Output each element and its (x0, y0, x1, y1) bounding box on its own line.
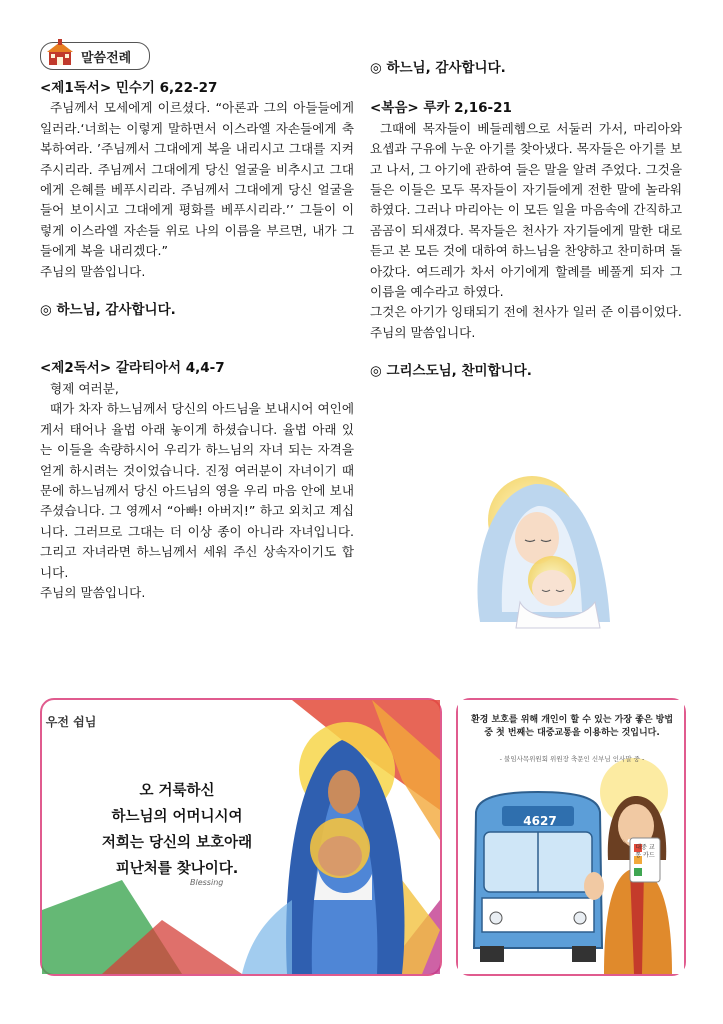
prayer-line: 저희는 당신의 보호아래 (101, 835, 253, 851)
prayer-text (82, 778, 272, 882)
transit-card-label: 대중 교통 카드 (635, 844, 655, 859)
artist-signature: Blessing (190, 878, 224, 887)
gospel-body: 그때에 목자들이 베들레헴으로 서둘러 가서, 마리아와 요셉과 구유에 누운 아기를 찾아냈다. 목자들은 아기를 보고 나서, 그 아기에 관하여 들은 말을 알려 주었다. 그것을 들은 이들은 모두 목자들이 자기들에게 전한 말에 놀라워하였다. 그러나 마리아는 이 모든 일을 마음속에 간직하고 곰곰이 되새겼다. 목자들은 천사가 자기들에게 말한 대로 듣고 본 모든 것에 대하여 하느님을 찬양하고 찬미하며 돌아갔다. 여드레가 차서 아기에게 할례를 베풀게 되자 그 이름을 예수라고 하였다. (370, 120, 682, 300)
madonna-and-child-illustration (420, 452, 660, 640)
reading1-closing: 주님의 말씀입니다. (40, 263, 146, 279)
reading2-body: 때가 차자 하느님께서 당신의 아드님을 보내시어 여인에게서 태어나 율법 아래 놓이게 하셨습니다. 율법 아래 있는 이들을 속량하시어 우리가 하느님의 자녀 되는 자격을 얻게 하시려는 것이었습니다. 진정 여러분이 자녀이기 때문에 하느님께서 당신 아드님의 영을 우리 마음 안에 보내 주셨습니다. 그 영께서 “아빠! 아버지!” 하고 외치고 계십니다. 그러므로 그대는 더 이상 종이 아니라 자녀입니다. 그리고 자녀라면 하느님께서 세워 주신 상속자이기도 합니다. (40, 401, 354, 580)
gospel-title: <복음> 루카 2,16-21 (370, 100, 512, 117)
ujeon-logo (45, 708, 97, 752)
gospel-response: ◎ 그리스도님, 찬미합니다. (370, 363, 532, 380)
prayer-line: 하느님의 어머니시여 (111, 809, 243, 825)
public-transport-panel (456, 698, 686, 976)
reading2-closing: 주님의 말씀입니다. (40, 584, 146, 600)
jesus-with-bus-cartoon (458, 700, 684, 974)
prayer-line: 피난처를 찾나이다. (115, 861, 239, 877)
church-icon (45, 39, 75, 67)
prayer-line: 오 거룩하신 (139, 783, 215, 799)
right-column (370, 58, 682, 382)
gospel-closing: 주님의 말씀입니다. (370, 324, 476, 340)
prayer-panel (40, 698, 442, 976)
reading2-response: ◎ 하느님, 감사합니다. (370, 60, 506, 76)
bus-number: 4627 (523, 814, 557, 828)
reading2-greeting: 형제 여러분, (50, 380, 119, 396)
reading1-title: <제1독서> 민수기 6,22-27 (40, 80, 218, 96)
slogan-subcaption: - 불임사목위원회 위원장 축문인 신부님 인사말 중 - (499, 755, 645, 763)
left-column (40, 78, 354, 603)
reading2-title: <제2독서> 갈라티아서 4,4-7 (40, 360, 225, 377)
reading1-body: 주님께서 모세에게 이르셨다. “아론과 그의 아들들에게 일러라.‘너희는 이렇게 말하면서 이스라엘 자손들에게 축복하여라. ’주님께서 그대에게 복을 내리시고 그대를 지켜 주시리라. 주님께서 그대에게 당신 얼굴을 비추시고 그대에게 은혜를 베푸시리라. 주님께서 그대에게 당신 얼굴을 들어 보이시고 그대에게 평화를 베푸시리라.’’ 그들이 이렇게 이스라엘 자손들 위로 나의 이름을 부르면, 내가 그들에게 복을 내리겠다.” (40, 100, 354, 259)
svg-text:우전 쉼님: 우전 쉼님 (45, 715, 97, 729)
reading1-response: ◎ 하느님, 감사합니다. (40, 302, 176, 319)
gospel-body-2: 그것은 아기가 잉태되기 전에 천사가 일러 준 이름이었다. (370, 304, 682, 320)
badge-label: 말씀전례 (81, 51, 132, 66)
slogan-text: 환경 보호를 위해 개인이 할 수 있는 가장 좋은 방법 중 첫 번째는 대중교통을 이용하는 것입니다. (470, 715, 674, 738)
liturgy-of-word-badge (40, 42, 150, 70)
